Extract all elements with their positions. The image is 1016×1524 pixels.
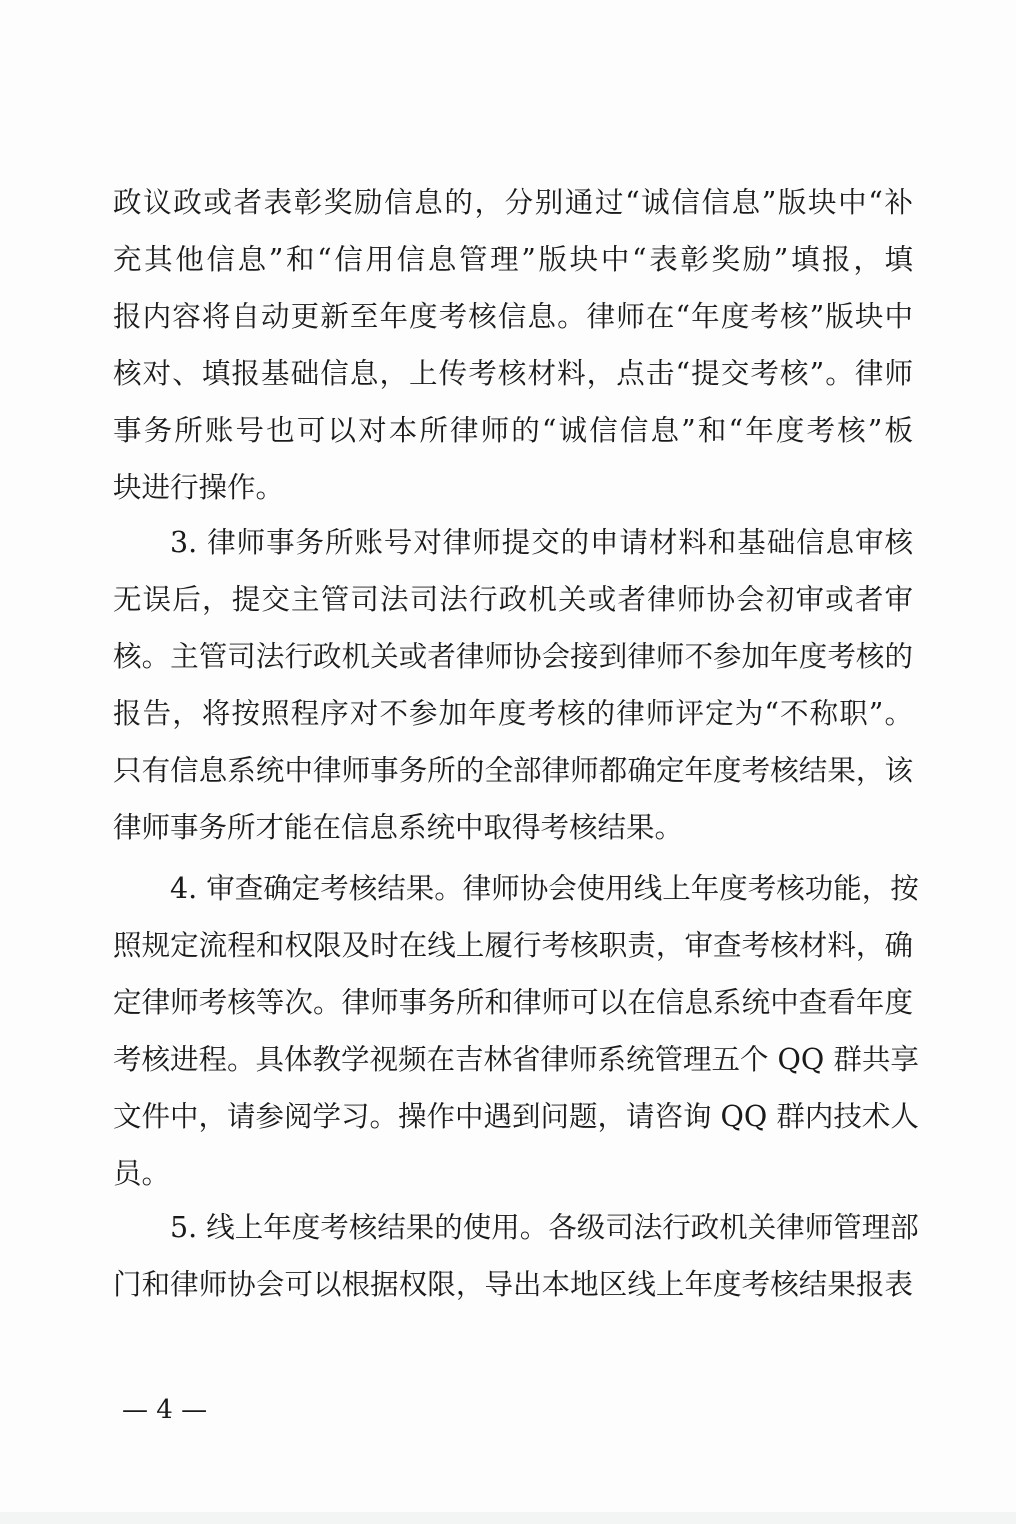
paragraph-2 bbox=[113, 514, 913, 856]
text-line: 3. 律师事务所账号对律师提交的申请材料和基础信息审核 bbox=[170, 526, 913, 559]
text-line: 核对、填报基础信息，上传考核材料，点击“提交考核”。律师 bbox=[113, 357, 913, 390]
text-line: 员。 bbox=[113, 1157, 171, 1190]
text-line: 块进行操作。 bbox=[113, 471, 285, 504]
text-line: 核。主管司法行政机关或者律师协会接到律师不参加年度考核的 bbox=[113, 640, 913, 673]
paragraph-1 bbox=[113, 174, 913, 516]
text-line: 无误后，提交主管司法司法行政机关或者律师协会初审或者审 bbox=[113, 583, 913, 616]
text-line: 充其他信息”和“信用信息管理”版块中“表彰奖励”填报，填 bbox=[113, 243, 913, 276]
text-line: 政议政或者表彰奖励信息的，分别通过“诚信信息”版块中“补 bbox=[113, 186, 913, 219]
text-line: 报内容将自动更新至年度考核信息。律师在“年度考核”版块中 bbox=[113, 300, 913, 333]
text-line: 文件中，请参阅学习。操作中遇到问题，请咨询 QQ 群内技术人 bbox=[113, 1100, 919, 1133]
text-line: 报告，将按照程序对不参加年度考核的律师评定为“不称职”。 bbox=[113, 697, 913, 730]
page-bottom-edge bbox=[0, 1512, 1016, 1524]
text-line: 5. 线上年度考核结果的使用。各级司法行政机关律师管理部 bbox=[170, 1211, 919, 1244]
text-line: 律师事务所才能在信息系统中取得考核结果。 bbox=[113, 811, 684, 844]
text-line: 考核进程。具体教学视频在吉林省律师系统管理五个 QQ 群共享 bbox=[113, 1043, 919, 1076]
text-line: 照规定流程和权限及时在线上履行考核职责，审查考核材料，确 bbox=[113, 929, 913, 962]
text-line: 门和律师协会可以根据权限，导出本地区线上年度考核结果报表 bbox=[113, 1268, 913, 1301]
paragraph-3 bbox=[113, 860, 919, 1202]
text-line: 事务所账号也可以对本所律师的“诚信信息”和“年度考核”板 bbox=[113, 414, 913, 447]
text-line: 定律师考核等次。律师事务所和律师可以在信息系统中查看年度 bbox=[113, 986, 913, 1019]
text-line: 4. 审查确定考核结果。律师协会使用线上年度考核功能，按 bbox=[170, 872, 919, 905]
text-line: 只有信息系统中律师事务所的全部律师都确定年度考核结果，该 bbox=[113, 754, 913, 787]
page-number: — 4 — bbox=[122, 1395, 208, 1425]
paragraph-4 bbox=[113, 1199, 919, 1313]
